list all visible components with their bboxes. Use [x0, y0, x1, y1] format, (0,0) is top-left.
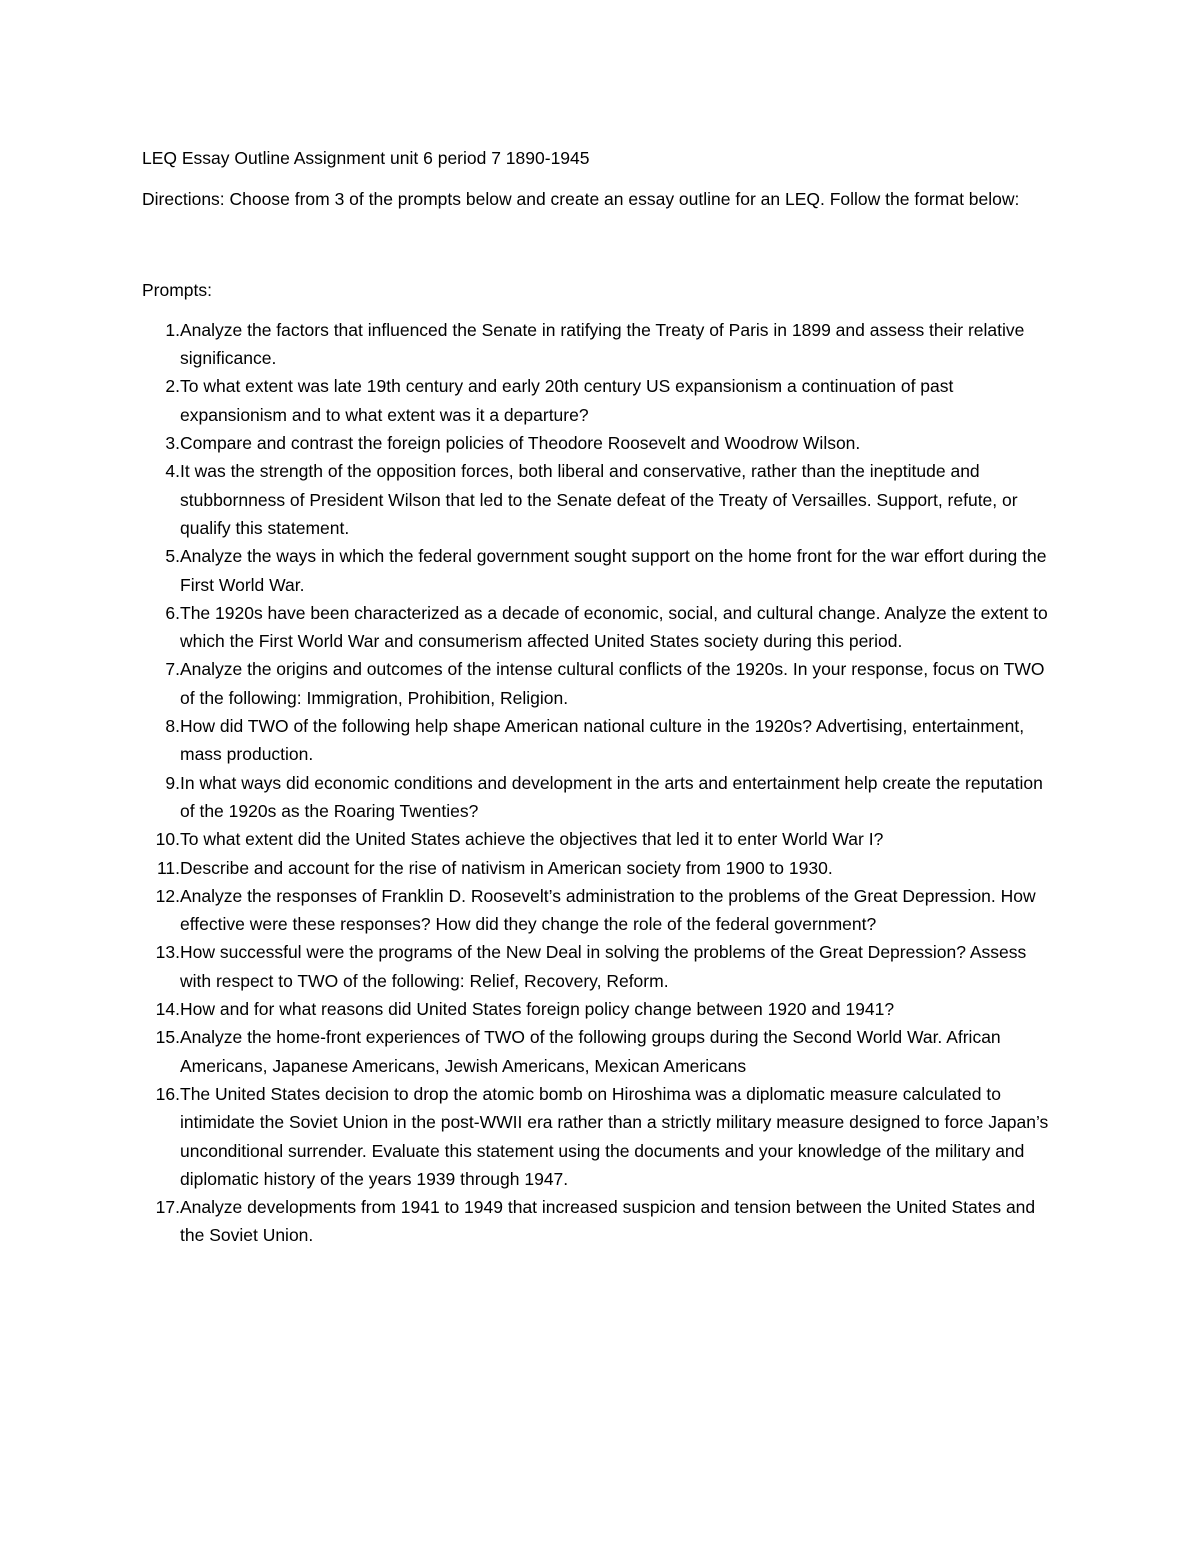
prompt-item: [142, 825, 1062, 853]
prompt-number: 1.: [165, 319, 180, 340]
prompt-item: [142, 769, 1062, 826]
prompt-number: 9.: [165, 772, 180, 793]
prompts-heading: Prompts:: [142, 279, 213, 300]
prompt-text: Analyze the home-front experiences of TWO of the following groups during the Second World War. African Americans, Japanese Americans, Jewish Americans, Mexican Americans: [180, 1027, 1001, 1076]
directions-text: Directions: Choose from 3 of the prompts below and create an essay outline for an LEQ. Follow the format below:: [142, 189, 1020, 210]
prompt-number: 3.: [165, 433, 180, 454]
prompt-text: How did TWO of the following help shape American national culture in the 1920s? Advertising, entertainment, mass production.: [180, 716, 1025, 765]
prompt-text: Analyze the factors that influenced the Senate in ratifying the Treaty of Paris in 1899 and assess their relative significance.: [180, 319, 1025, 369]
prompt-text: The United States decision to drop the atomic bomb on Hiroshima was a diplomatic measure calculated to intimidate the Soviet Union in the post-WWII era rather than a strictly military measure designed to force Japan’s unconditional surrender. Evaluate this statement using the documents and your knowledge of the military and diplomatic history of the years 1939 through 1947.: [180, 1083, 1049, 1189]
prompt-text: How and for what reasons did United States foreign policy change between 1920 and 1941?: [180, 999, 895, 1020]
prompt-item: [142, 429, 1062, 457]
prompt-text: The 1920s have been characterized as a decade of economic, social, and cultural change. Analyze the extent to which the First World War and consumerism affected United States society during this period.: [180, 602, 1048, 652]
prompt-number: 4.: [165, 461, 180, 482]
prompt-item: [142, 938, 1062, 995]
prompt-number: 17.: [155, 1197, 180, 1218]
prompt-text: To what extent was late 19th century and early 20th century US expansionism a continuation of past expansionism and to what extent was it a departure?: [180, 376, 954, 425]
prompt-text: It was the strength of the opposition forces, both liberal and conservative, rather than the ineptitude and stubbornness of President Wilson that led to the Senate defeat of the Treaty of Versailles. Support, refute, or qualify this statement.: [180, 461, 1018, 538]
prompt-item: [142, 1080, 1062, 1193]
prompt-list: [142, 316, 1062, 1250]
prompt-number: 6.: [165, 602, 180, 623]
prompt-number: 11.: [156, 857, 180, 878]
prompt-text: In what ways did economic conditions and development in the arts and entertainment help create the reputation of the 1920s as the Roaring Twenties?: [180, 772, 1043, 821]
prompt-text: Describe and account for the rise of nativism in American society from 1900 to 1930.: [180, 857, 833, 878]
prompt-number: 7.: [165, 659, 180, 680]
prompt-number: 13.: [155, 942, 180, 963]
document-body: [142, 144, 1062, 1250]
prompt-number: 15.: [155, 1027, 180, 1048]
prompt-text: Analyze the responses of Franklin D. Roosevelt’s administration to the problems of the Great Depression. How effective were these responses? How did they change the role of the federal government?: [180, 885, 1036, 935]
prompt-text: Compare and contrast the foreign policies of Theodore Roosevelt and Woodrow Wilson.: [180, 433, 861, 454]
prompt-number: 14.: [155, 999, 180, 1020]
prompt-item: [142, 457, 1062, 542]
prompt-number: 8.: [165, 716, 180, 737]
prompt-text: How successful were the programs of the New Deal in solving the problems of the Great Depression? Assess with respect to TWO of the following: Relief, Recovery, Reform.: [180, 942, 1027, 991]
prompt-item: [142, 599, 1062, 656]
prompt-number: 2.: [165, 376, 180, 397]
prompt-item: [142, 372, 1062, 429]
prompt-item: [142, 712, 1062, 769]
prompt-item: [142, 655, 1062, 712]
prompt-item: [142, 542, 1062, 599]
prompt-item: [142, 1023, 1062, 1080]
prompt-text: Analyze developments from 1941 to 1949 that increased suspicion and tension between the United States and the Soviet Union.: [180, 1197, 1036, 1246]
prompt-text: To what extent did the United States achieve the objectives that led it to enter World War I?: [180, 829, 884, 850]
prompt-text: Analyze the ways in which the federal government sought support on the home front for the war effort during the First World War.: [180, 546, 1047, 595]
prompt-number: 12.: [155, 885, 180, 906]
prompt-number: 10.: [155, 829, 180, 850]
prompt-item: [142, 995, 1062, 1023]
prompt-item: [142, 316, 1062, 373]
prompt-item: [142, 882, 1062, 939]
prompt-number: 5.: [165, 546, 180, 567]
prompt-item: [142, 854, 1062, 882]
prompt-number: 16.: [155, 1083, 180, 1104]
prompt-item: [142, 1193, 1062, 1250]
document-title: LEQ Essay Outline Assignment unit 6 period 7 1890-1945: [142, 148, 590, 168]
prompt-text: Analyze the origins and outcomes of the intense cultural conflicts of the 1920s. In your response, focus on TWO of the following: Immigration, Prohibition, Religion.: [180, 659, 1045, 708]
